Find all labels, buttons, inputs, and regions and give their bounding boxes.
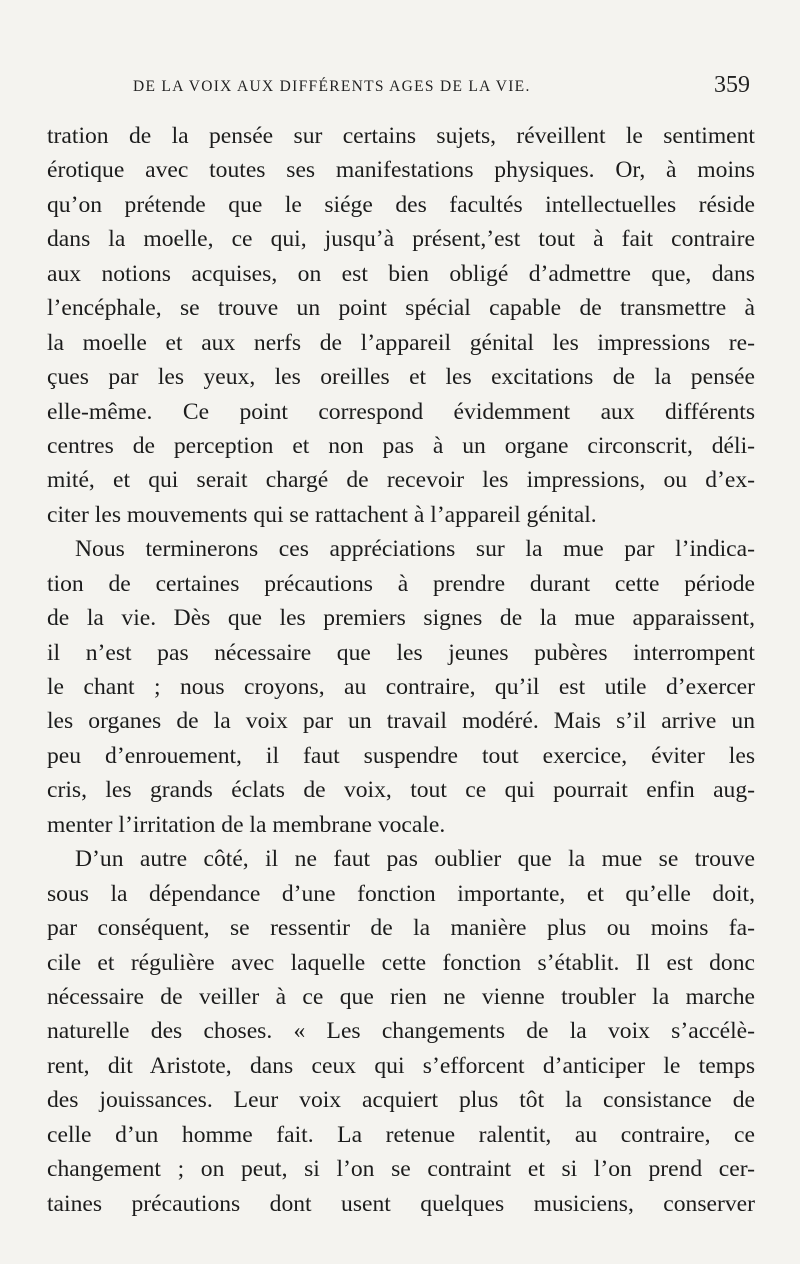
text-line: les organes de la voix par un travail modéré. Mais s’il arrive un — [47, 708, 755, 735]
text-line: centres de perception et non pas à un organe circonscrit, déli- — [47, 432, 755, 459]
text-line: des jouissances. Leur voix acquiert plus tôt la consistance de — [47, 1087, 755, 1114]
body-text — [47, 119, 755, 1221]
text-line: nécessaire de veiller à ce que rien ne vienne troubler la marche — [47, 983, 755, 1010]
text-line: menter l’irritation de la membrane vocale. — [47, 811, 446, 838]
text-line: cile et régulière avec laquelle cette fonction s’établit. Il est donc — [47, 949, 755, 976]
text-line: tion de certaines précautions à prendre durant cette période — [47, 570, 755, 597]
text-line: Nous terminerons ces appréciations sur la mue par l’indica- — [75, 536, 755, 563]
text-line: mité, et qui serait chargé de recevoir les impressions, ou d’ex- — [47, 467, 755, 494]
paragraph-function — [47, 842, 755, 1221]
text-line: rent, dit Aristote, dans ceux qui s’efforcent d’anticiper le temps — [47, 1052, 755, 1079]
text-line: peu d’enrouement, il faut suspendre tout exercice, éviter les — [47, 742, 755, 769]
text-line: il n’est pas nécessaire que les jeunes pubères interrompent — [47, 639, 755, 666]
text-line: l’encéphale, se trouve un point spécial capable de transmettre à — [47, 295, 755, 322]
text-line: érotique avec toutes ses manifestations physiques. Or, à moins — [47, 157, 755, 184]
text-line: qu’on prétende que le siége des facultés intellectuelles réside — [47, 191, 755, 218]
text-line: çues par les yeux, les oreilles et les excitations de la pensée — [47, 364, 755, 391]
text-line: citer les mouvements qui se rattachent à l’appareil génital. — [47, 501, 597, 528]
text-line: tration de la pensée sur certains sujets, réveillent le sentiment — [47, 123, 755, 149]
text-line: sous la dépendance d’une fonction importante, et qu’elle doit, — [47, 880, 755, 907]
text-line: aux notions acquises, on est bien obligé d’admettre que, dans — [47, 260, 755, 287]
running-title: DE LA VOIX AUX DIFFÉRENTS AGES DE LA VIE. — [133, 78, 531, 95]
text-line: D’un autre côté, il ne faut pas oublier que la mue se trouve — [75, 846, 755, 873]
text-line: dans la moelle, ce qui, jusqu’à présent,’est tout à fait contraire — [47, 226, 755, 253]
paragraph-continuation — [47, 119, 755, 532]
text-line: changement ; on peut, si l’on se contraint et si l’on prend cer- — [47, 1156, 755, 1183]
paragraph-precautions — [47, 532, 755, 842]
text-line: cris, les grands éclats de voix, tout ce qui pourrait enfin aug- — [47, 777, 755, 804]
text-line: la moelle et aux nerfs de l’appareil génital les impressions re- — [47, 329, 755, 356]
text-line: taines précautions dont usent quelques musiciens, conserver — [47, 1190, 755, 1217]
text-line: par conséquent, se ressentir de la manière plus ou moins fa- — [47, 915, 755, 942]
running-header — [40, 72, 750, 102]
text-line: celle d’un homme fait. La retenue ralentit, au contraire, ce — [47, 1121, 755, 1148]
text-line: naturelle des choses. « Les changements de la voix s’accélè- — [47, 1018, 755, 1045]
text-line: elle-même. Ce point correspond évidemment aux différents — [47, 398, 755, 425]
page-number: 359 — [714, 72, 750, 98]
text-line: le chant ; nous croyons, au contraire, qu’il est utile d’exercer — [47, 674, 755, 700]
text-line: de la vie. Dès que les premiers signes de la mue apparaissent, — [47, 605, 755, 632]
